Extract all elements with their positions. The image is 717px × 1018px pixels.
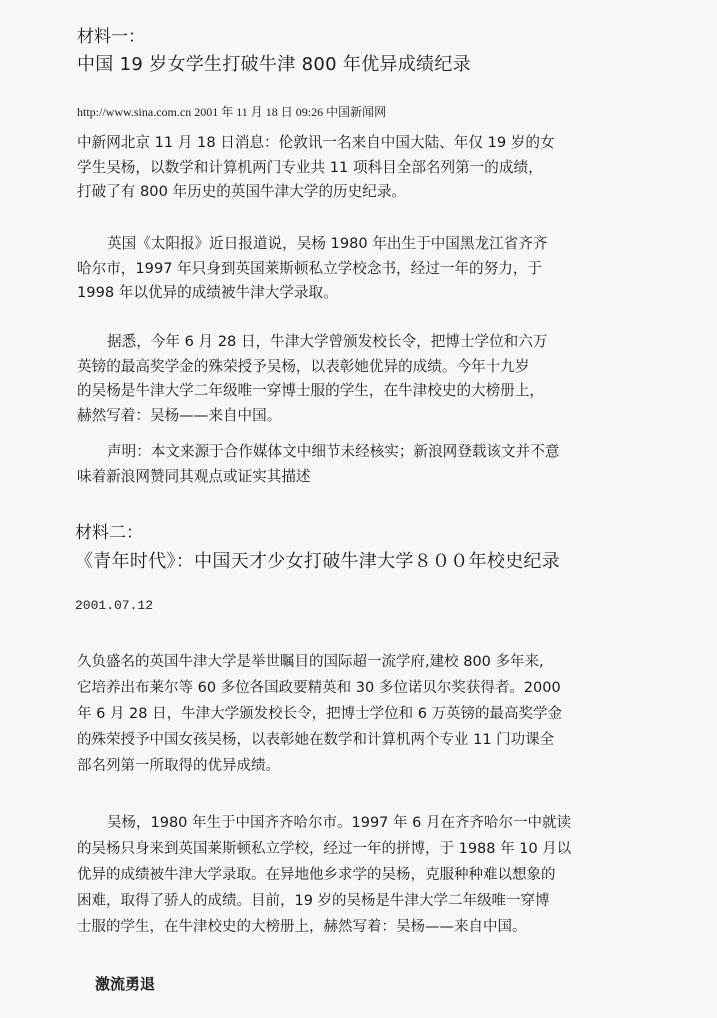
text-line: 英镑的最高奖学金的殊荣授予吴杨，以表彰她优异的成绩。今年十九岁 (77, 357, 530, 375)
text-line: 学生吴杨，以数学和计算机两门专业共 11 项科目全部名列第一的成绩， (77, 158, 543, 176)
text-line: 优异的成绩被牛津大学录取。在异地他乡求学的吴杨，克服种种难以想象的 (77, 867, 556, 883)
material1-paragraph-2 (77, 232, 637, 306)
material1-disclaimer (77, 440, 637, 489)
text-line: 久负盛名的英国牛津大学是举世瞩目的国际超一流学府,建校 800 多年来, (77, 654, 544, 670)
text-line: 哈尔市，1997 年只身到英国莱斯顿私立学校念书，经过一年的努力，于 (77, 259, 543, 277)
material2-title: 《青年时代》：中国天才少女打破牛津大学８００年校史纪录 (75, 551, 561, 572)
material1-paragraph-1 (77, 131, 637, 205)
text-line: 1998 年以优异的成绩被牛津大学录取。 (77, 284, 338, 301)
material2-paragraph-2 (77, 810, 637, 940)
footer-heading: 激流勇退 (95, 975, 156, 993)
text-line: 英国《太阳报》近日报道说，吴杨 1980 年出生于中国黑龙江省齐齐 (107, 235, 548, 252)
text-line: 味着新浪网赞同其观点或证实其描述 (77, 467, 311, 485)
text-line: 年 6 月 28 日，牛津大学颁发校长令，把博士学位和 6 万英镑的最高奖学金 (77, 706, 563, 722)
material2-label: 材料二： (75, 523, 143, 543)
text-line: 据悉，今年 6 月 28 日，牛津大学曾颁发校长令，把博士学位和六万 (107, 333, 548, 350)
material2-paragraph-1 (77, 649, 637, 779)
text-line: 的吴杨只身来到英国莱斯顿私立学校，经过一年的拼博，于 1988 年 10 月以 (77, 841, 572, 857)
material1-paragraph-3 (77, 330, 637, 428)
text-line: 困难，取得了骄人的成绩。目前，19 岁的吴杨是牛津大学二年级唯一穿博 (77, 893, 550, 909)
text-line: 士服的学生，在牛津校史的大榜册上，赫然写着：吴杨——来自中国。 (77, 919, 527, 935)
text-line: 中新网北京 11 月 18 日消息：伦敦讯一名来自中国大陆、年仅 19 岁的女 (77, 134, 555, 151)
text-line: 它培养出布莱尔等 60 多位各国政要精英和 30 多位诺贝尔奖获得者。2000 (77, 680, 561, 696)
text-line: 打破了有 800 年历史的英国牛津大学的历史纪录。 (77, 183, 407, 200)
material1-label: 材料一： (77, 27, 145, 47)
material1-title: 中国 19 岁女学生打破牛津 800 年优异成绩纪录 (77, 54, 471, 75)
text-line: 吴杨，1980 年生于中国齐齐哈尔市。1997 年 6 月在齐齐哈尔一中就读 (107, 815, 571, 831)
text-line: 部名列第一所取得的优异成绩。 (77, 758, 280, 774)
text-line: 声明：本文来源于合作媒体文中细节未经核实；新浪网登载该文并不意 (107, 443, 560, 460)
text-line: 的吴杨是牛津大学二年级唯一穿博士服的学生，在牛津校史的大榜册上， (77, 382, 545, 399)
material2-date: 2001.07.12 (75, 598, 154, 613)
text-line: 的殊荣授予中国女孩吴杨，以表彰她在数学和计算机两个专业 11 门功课全 (77, 732, 555, 748)
text-line: 赫然写着：吴杨——来自中国。 (77, 406, 282, 424)
material1-source-line: http://www.sina.com.cn 2001 年 11 月 18 日 09:26 中国新闻网 (77, 105, 387, 119)
